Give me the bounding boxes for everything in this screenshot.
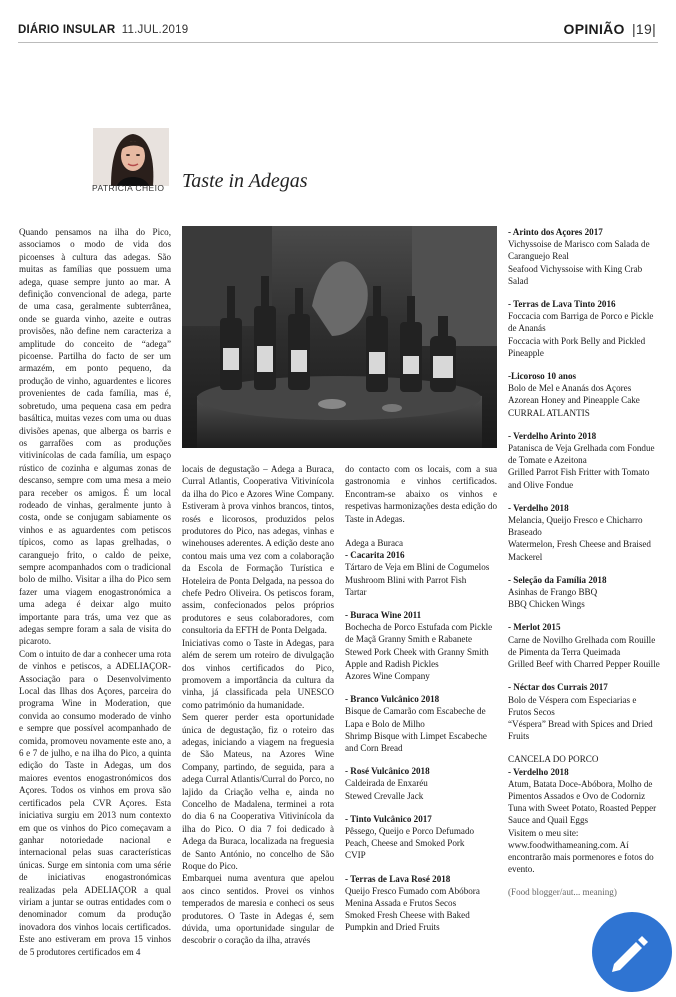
wine-name: - Néctar dos Currais 2017 [508,682,608,693]
dish-line: Mushroom Blini with Parrot Fish [345,574,467,585]
wine-name: - Terras de Lava Tinto 2016 [508,299,616,310]
menu-item [508,430,660,491]
masthead [18,24,188,36]
website-note: Visitem o meu site: www.foodwithameaning.com. Aí encontrarão mais pormenores e fotos do evento. [508,827,654,875]
wine-name: - Merlot 2015 [508,622,561,633]
dish-line: Patanisca de Veja Grelhada com Fondue de Tomate e Azeitona [508,443,655,466]
menu-item [508,766,660,876]
wine-name: - Terras de Lava Rosé 2018 [345,873,451,884]
menu-item [345,873,497,934]
wine-name: - Verdelho Arinto 2018 [508,430,597,441]
dish-line: Peach, Cheese and Smoked Pork [345,838,465,849]
paragraph: do contacto com os locais, com a sua gastronomia e vinhos certificados. Encontram-se abaixo os vinhos e respetivas harmonizações desta edição do Taste in Adegas. [345,464,497,524]
author-photo [93,128,169,186]
header-rule [18,42,658,43]
page-number: 19| [635,21,656,37]
dish-line: Azores Wine Company [345,671,430,682]
section-name: OPINIÃO [563,21,625,37]
dish-line: Bolo de Mel e Ananás dos Açores [508,383,632,394]
wine-name: -Licoroso 10 anos [508,371,577,382]
dish-line: Carne de Novilho Grelhada com Rouille de Pimenta da Terra Queimada [508,634,656,657]
menu-item [508,226,660,287]
venue-name: CANCELA DO PORCO [508,754,599,765]
paragraph: Iniciativas como o Taste in Adegas, para além de serem um roteiro de divulgação dos vinhos certificados do Pico, promovem a importância da cultura da vinha, já classificada pela UNESCO como património da humanidade. [182,637,334,710]
dish-line: Bisque de Camarão com Escabeche de Lapa e Bolo de Milho [345,706,486,729]
menu-item [345,549,497,598]
wine-name: - Arinto dos Açores 2017 [508,227,603,237]
dish-line: Stewed Pork Cheek with Granny Smith Apple and Radish Pickles [345,646,489,669]
dish-line: Stewed Crevalle Jack [345,790,424,801]
menu-item [345,765,497,802]
menu-item [508,298,660,359]
column-3 [345,463,497,525]
pencil-icon [592,912,672,992]
wine-name: - Branco Vulcânico 2018 [345,694,440,705]
paragraph: Sem querer perder esta oportunidade única de degustação, fiz o roteiro das adegas, iniciando a viagem na freguesia de São Mateus, na Azores Wine Company, partindo, de seguida, para a adega Curral Atlantis/Curral do Porco, no lajido da Criação velha e, ainda no Concelho de Madalena, terminei a rota do dia 6 na Cooperativa Vitivinícola da ilha do Pico. O dia 7 foi dedicado à Adega da Buraca, localizada na freguesia de Santo António, no concelho de São Roque do Pico. [182,712,334,871]
menu-item [345,693,497,754]
wine-bottles-photo [182,226,497,448]
paragraph: Quando pensamos na ilha do Pico, associamos o modo de vida dos picoenses à cultura das adegas. São muitas as famílias que possuem uma adega, quase sempre junto ao mar. A definição convencional de adega, parte de uma casa, geralmente subterrânea, onde se guarda vinho, azeite e outras provisões, não define nem caracteriza a amplitude do conceito de “adega” picoense. Partilha do facto de ser um armazém, em ponto pequeno, da produção de vinho, aguardentes e licores provenientes de cada família, mas é, sobretudo, uma pequena casa em pedra basáltica, muitas vezes com uma ou duas divisões apenas, que alberga os barris e os garrafões com as produções vitivinícolas de cada família, um espaço rústico de cozinha e algumas zonas de descanso, sempre com uma mesa a meio para receber os amigos. É um local rodeado de vinhas, geralmente junto à costa, onde se conjugam sabiamente os vinhos e as aguardentes com petiscos típicos, como as lapas grelhadas, o caranguejo frito, o caldo de peixe, sempre acompanhados com o tradicional bolo de milho. Visitar a ilha do Pico sem fazer uma viagem enogastronómica a uma adega é deixar algo muito importante para trás, uma vez que as adegas sempre foram a sala de visita do picaroto. [19,227,171,647]
dish-line: Grilled Parrot Fish Fritter with Tomato and Olive Fondue [508,467,650,490]
dish-line: Caldeirada de Enxaréu [345,778,428,789]
menu-item [345,813,497,862]
wine-name: - Tinto Vulcânico 2017 [345,813,432,824]
menu-column-3 [345,537,497,945]
menu-item [508,370,660,419]
wine-name: - Rosé Vulcânico 2018 [345,766,430,777]
paper-name: DIÁRIO INSULAR [18,24,116,36]
dish-line: Bochecha de Porco Estufada com Pickle de Maçã Granny Smith e Rabanete [345,622,493,645]
dish-line: Foccacia com Barriga de Porco e Pickle de Ananás [508,311,654,334]
author-name: PATRÍCIA CHEIO [92,183,165,193]
dish-line: Grilled Beef with Charred Pepper Rouille [508,659,660,670]
wine-name: - Verdelho 2018 [508,766,569,777]
menu-item [508,502,660,563]
dish-line: Azorean Honey and Pineapple Cake [508,395,640,406]
dish-line: Atum, Batata Doce-Abóbora, Molho de Pimentos Assados e Ovo de Codorniz [508,778,653,801]
dish-line: CVIP [345,850,366,861]
menu-item [508,574,660,611]
section-header [564,21,656,37]
dish-line: Tártaro de Veja em Blini de Cogumelos [345,562,490,573]
wine-name: - Seleção da Família 2018 [508,574,607,585]
column-1 [19,226,171,958]
dish-line: “Véspera” Bread with Spices and Dried Fruits [508,718,653,742]
dish-line: CURRAL ATLANTIS [508,407,590,418]
wine-name: - Verdelho 2018 [508,502,569,513]
menu-item [345,609,497,682]
menu-item [508,681,660,742]
menu-item [508,621,660,670]
dish-line: Watermelon, Fresh Cheese and Braised Mackerel [508,539,651,562]
dish-line: Pêssego, Queijo e Porco Defumado [345,826,475,837]
paragraph: locais de degustação – Adega a Buraca, Curral Atlantis, Cooperativa Vitivinícola da ilha do Pico e Azores Wine Company. Estiveram à prova vinhos brancos, tintos, rosés e licorosos, produzidos pelos produtores do Pico, nas adegas, vinhas e winehouses aderentes. A edição deste ano contou mais uma vez com a colaboração da Escola de Formação Turística e Hoteleira de Ponta Delgada, na pessoa do chefe Pedro Oliveira. Os petiscos foram, assim, confecionados pelos próprios produtores e seus colaboradores, com consultoria da EFTH de Ponta Delgada. [182,464,334,636]
column-2 [182,463,334,947]
dish-line: Queijo Fresco Fumado com Abóbora Menina Assada e Frutos Secos [345,885,480,909]
dish-line: Tartar [345,586,367,597]
dish-line: Seafood Vichyssoise with King Crab Salad [508,263,643,286]
dish-line: Asinhas de Frango BBQ [508,587,598,598]
wine-name: - Cacarita 2016 [345,550,405,561]
dish-line: Tuna with Sweet Potato, Roasted Pepper Sauce and Quail Eggs [508,803,657,826]
section-separator: | [631,21,636,37]
edit-fab-button[interactable] [592,912,672,992]
wine-name: - Buraca Wine 2011 [345,610,422,621]
paragraph: Com o intuito de dar a conhecer uma rota de vinhos e petiscos, a ADELIAÇOR- Associação para o Desenvolvimento Local das Ilhas dos Açores, parceira do programa Wine in Moderation, que convida ao consumo moderado de vinho e sempre que possível acompanhado de comida, promoveu novamente este ano, a 6 e 7 de julho, e na ilha do Pico, a quinta edição do Taste in Adegas, um dos maiores eventos enogastronómicos dos Açores. Todos os vinhos em prova são certificados pela CVR Açores. Esta iniciativa surgiu em 2013 num contexto em que os vinhos do Pico começavam a ganhar notoriedade nacional e internacional pelas suas características únicas. Surge em sintonia com uma série de iniciativas enogastronómicas realizadas pela ADELIAÇOR a qual viriam a juntar se outras entidades com o denominador comum da produção inovadora dos vinhos locais certificados. Este ano estiveram em prova 15 vinhos de 5 produtores certificados em 4 [19,648,171,957]
dish-line: Bolo de Véspera com Especiarias e Frutos Secos [508,694,637,717]
issue-date: 11.JUL.2019 [121,24,189,36]
dish-line: Smoked Fresh Cheese with Baked Pumpkin and Dried Fruits [345,910,470,933]
article-title: Taste in Adegas [182,170,308,192]
dish-line: Melancia, Queijo Fresco e Chicharro Braseado [508,515,643,538]
paragraph: Embarquei numa aventura que apelou aos cinco sentidos. Provei os vinhos temperados de maresia e conheci os seus produtores. O Taste in Adegas é, sem dúvida, uma oportunidade singular de descobrir o coração da ilha, através [182,873,334,946]
dish-line: Foccacia with Pork Belly and Pickled Pineapple [508,335,646,358]
dish-line: Shrimp Bisque with Limpet Escabeche and Corn Bread [345,730,487,754]
author-footnote: (Food blogger/aut... meaning) [508,887,617,898]
venue-name: Adega a Buraca [345,538,404,548]
dish-line: BBQ Chicken Wings [508,599,585,610]
dish-line: Vichyssoise de Marisco com Salada de Caranguejo Real [508,239,650,262]
menu-column-4 [508,226,660,899]
